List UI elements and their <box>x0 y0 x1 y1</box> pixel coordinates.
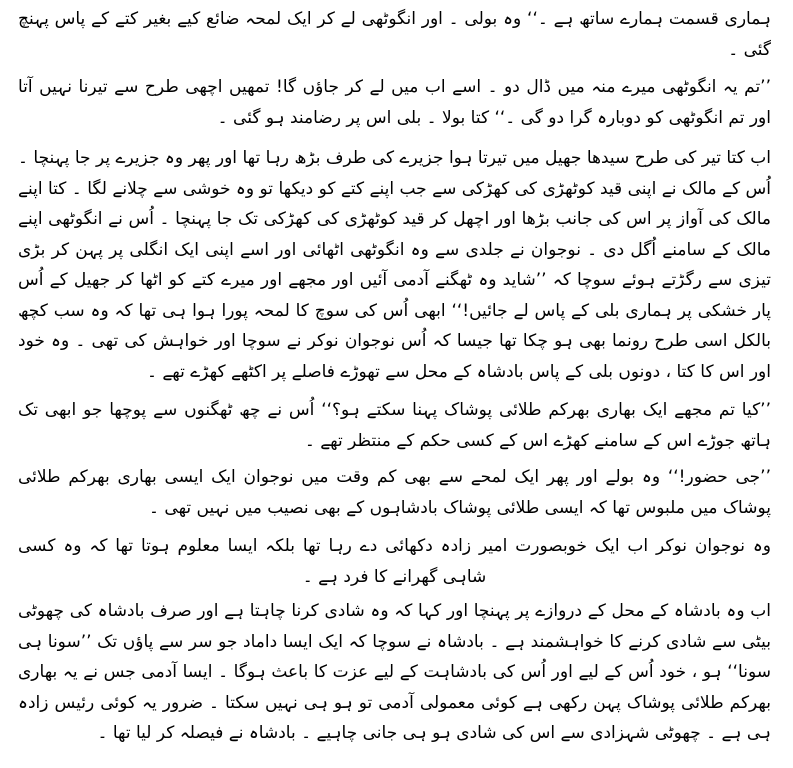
document-page <box>0 4 793 768</box>
paragraph-1: ہماری قسمت ہمارے ساتھ ہے ۔‘‘ وہ بولی ۔ اور انگوٹھی لے کر ایک لمحہ ضائع کیے بغیر کتے کے پاس پہنچ گئی ۔ <box>18 9 771 60</box>
paragraph-4: ’’کیا تم مجھے ایک بھاری بھرکم طلائی پوشاک پہنا سکتے ہو؟‘‘ اُس نے چھ ٹھگنوں سے پوچھا جو ابھی تک ہاتھ جوڑے اس کے سامنے کھڑے اس کے کسی حکم کے منتظر تھے ۔ <box>18 400 771 451</box>
paragraph-2: ’’تم یہ انگوٹھی میرے منہ میں ڈال دو ۔ اسے اب میں لے کر جاؤں گا! تمھیں اچھی طرح سے تیرنا نہیں آتا اور تم انگوٹھی کو دوبارہ گرا دو گی ۔‘‘ کتا بولا ۔ بلی اس پر رضامند ہو گئی ۔ <box>18 77 771 128</box>
paragraph-5: ’’جی حضور!‘‘ وہ بولے اور پھر ایک لمحے سے بھی کم وقت میں نوجوان ایک ایسی بھاری بھرکم طلائی پوشاک میں ملبوس تھا کہ ایسی طلائی پوشاک بادشاہوں کے بھی نصیب میں نہیں تھی ۔ <box>18 467 771 518</box>
paragraph-6: وہ نوجوان نوکر اب ایک خوبصورت امیر زادہ دکھائی دے رہا تھا بلکہ ایسا معلوم ہوتا تھا کہ وہ کسی شاہی گھرانے کا فرد ہے ۔ <box>18 536 771 587</box>
paragraph-3: اب کتا تیر کی طرح سیدھا جھیل میں تیرتا ہوا جزیرے کی طرف بڑھ رہا تھا اور پھر وہ جزیرے پر جا پہنچا ۔ اُس کے مالک نے اپنی قید کوٹھڑی کی کھڑکی سے جب اپنے کتے کو دیکھا تو وہ خوشی سے چلانے لگا ۔ کتا اپنے مالک کی آواز پر اس کی جانب بڑھا اور اچھل کر قید کوٹھڑی کی کھڑکی تک جا پہنچا ۔ اُس نے انگوٹھی اپنے مالک کے سامنے اُگل دی ۔ نوجوان نے جلدی سے وہ انگوٹھی اٹھائی اور اسے اپنی ایک انگلی پر پہن کر بڑی تیزی سے رگڑتے ہوئے سوچا کہ ’’شاید وہ ٹھگنے آدمی آئیں اور مجھے اور میرے کتے کو اٹھا کر جھیل کے اُس پار خشکی پر ہماری بلی کے پاس لے جائیں!‘‘ ابھی اُس کی سوچ کا لمحہ پورا ہوا ہی تھا کہ وہ سب کچھ بالکل اسی طرح رونما بھی ہو چکا تھا جیسا کہ اُس نوجوان نوکر نے سوچا اور خواہش کی تھی ۔ وہ خود اور اس کا کتا ، دونوں بلی کے پاس بادشاہ کے محل سے تھوڑے فاصلے پر اکٹھے کھڑے تھے ۔ <box>18 148 771 382</box>
paragraph-7: اب وہ بادشاہ کے محل کے دروازے پر پہنچا اور کہا کہ وہ شادی کرنا چاہتا ہے اور صرف بادشاہ کی چھوٹی بیٹی سے شادی کرنے کا خواہشمند ہے ۔ بادشاہ نے سوچا کہ ایک ایسا داماد جو سر سے پاؤں تک ’’سونا ہی سونا‘‘ ہو ، خود اُس کے لیے اور اُس کی بادشاہت کے لیے عزت کا باعث ہوگا ۔ ایسا آدمی جس نے یہ بھاری بھرکم طلائی پوشاک پہن رکھی ہے کوئی معمولی آدمی تو ہو ہی نہیں سکتا ۔ ضرور یہ کوئی رئیس زادہ ہی ہے ۔ چھوٹی شہزادی سے اس کی شادی ہو ہی جانی چاہیے ۔ بادشاہ نے فیصلہ کر لیا تھا ۔ <box>18 601 771 743</box>
